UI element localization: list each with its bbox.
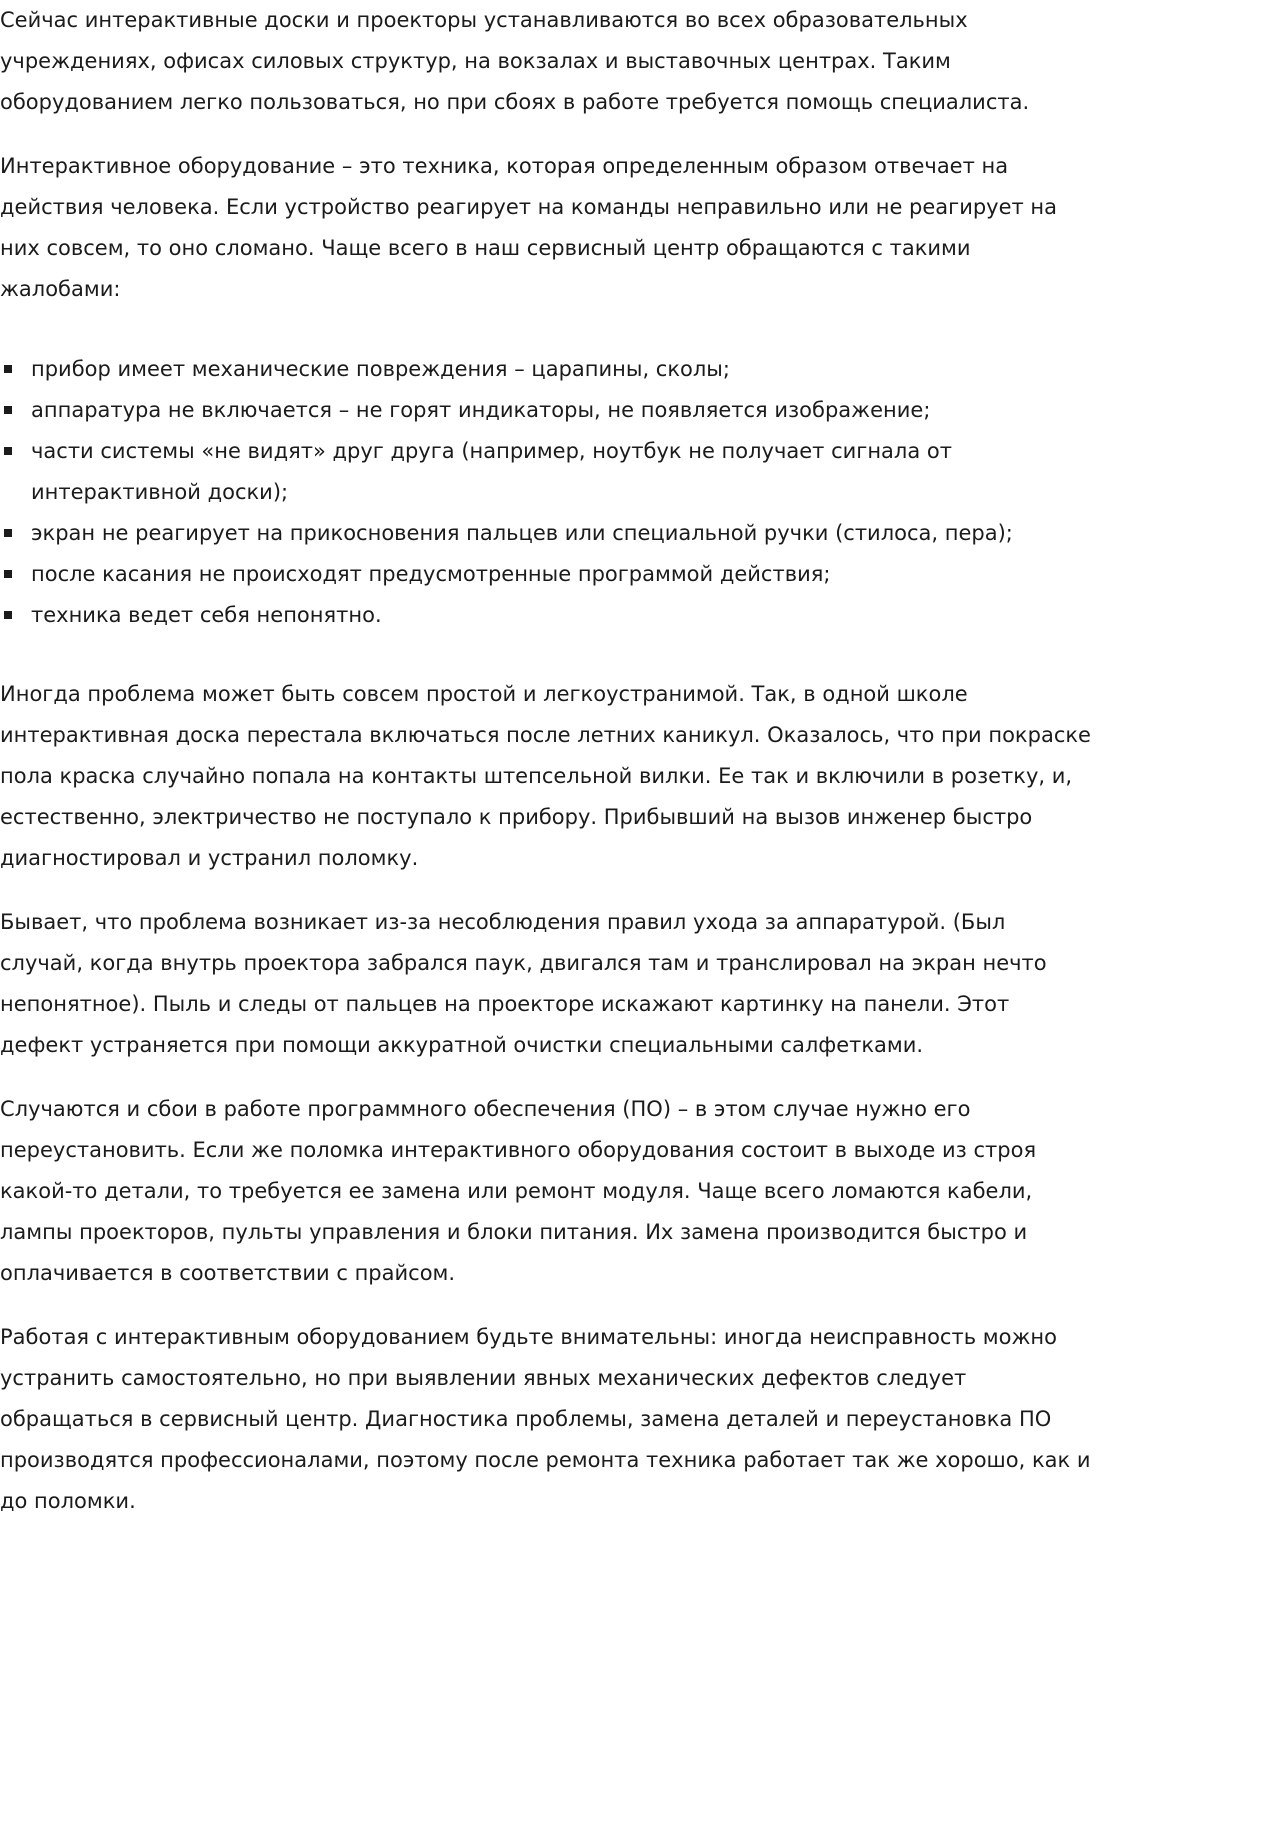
list-item: экран не реагирует на прикосновения пальцев или специальной ручки (стилоса, пера); <box>0 513 1092 554</box>
paragraph-example: Иногда проблема может быть совсем простой и легкоустранимой. Так, в одной школе интерактивная доска перестала включаться после летних каникул. Оказалось, что при покраске пола краска случайно попала на контакты штепсельной вилки. Ее так и включили в розетку, и, естественно, электричество не поступало к прибору. Прибывший на вызов инженер быстро диагностировал и устранил поломку. <box>0 682 1091 870</box>
list-item: после касания не происходят предусмотренные программой действия; <box>0 554 1092 595</box>
paragraph-software: Случаются и сбои в работе программного обеспечения (ПО) – в этом случае нужно его переустановить. Если же поломка интерактивного оборудования состоит в выходе из строя какой-то детали, то требуется ее замена или ремонт модуля. Чаще всего ломаются кабели, лампы проекторов, пульты управления и блоки питания. Их замена производится быстро и оплачивается в соответствии с прайсом. <box>0 1097 1037 1285</box>
list-item: прибор имеет механические повреждения – царапины, сколы; <box>0 349 1092 390</box>
list-item: части системы «не видят» друг друга (например, ноутбук не получает сигнала от интерактивной доски); <box>0 431 1092 513</box>
square-bullet-icon <box>4 365 12 373</box>
square-bullet-icon <box>4 529 12 537</box>
paragraph-definition: Интерактивное оборудование – это техника, которая определенным образом отвечает на действия человека. Если устройство реагирует на команды неправильно или не реагирует на них совсем, то оно сломано. Чаще всего в наш сервисный центр обращаются с такими жалобами: <box>0 154 1058 301</box>
square-bullet-icon <box>4 447 12 455</box>
list-item: техника ведет себя непонятно. <box>0 595 1092 636</box>
square-bullet-icon <box>4 611 12 619</box>
paragraph-conclusion: Работая с интерактивным оборудованием будьте внимательны: иногда неисправность можно устранить самостоятельно, но при выявлении явных механических дефектов следует обращаться в сервисный центр. Диагностика проблемы, замена деталей и переустановка ПО производятся профессионалами, поэтому после ремонта техника работает так же хорошо, как и до поломки. <box>0 1325 1091 1513</box>
paragraph-intro: Сейчас интерактивные доски и проекторы устанавливаются во всех образовательных учреждениях, офисах силовых структур, на вокзалах и выставочных центрах. Таким оборудованием легко пользоваться, но при сбоях в работе требуется помощь специалиста. <box>0 8 1030 114</box>
square-bullet-icon <box>4 570 12 578</box>
list-item: аппаратура не включается – не горят индикаторы, не появляется изображение; <box>0 390 1092 431</box>
square-bullet-icon <box>4 406 12 414</box>
paragraph-care: Бывает, что проблема возникает из-за несоблюдения правил ухода за аппаратурой. (Был случай, когда внутрь проектора забрался паук, двигался там и транслировал на экран нечто непонятное). Пыль и следы от пальцев на проекторе искажают картинку на панели. Этот дефект устраняется при помощи аккуратной очистки специальными салфетками. <box>0 910 1047 1057</box>
complaints-list <box>0 349 1092 636</box>
